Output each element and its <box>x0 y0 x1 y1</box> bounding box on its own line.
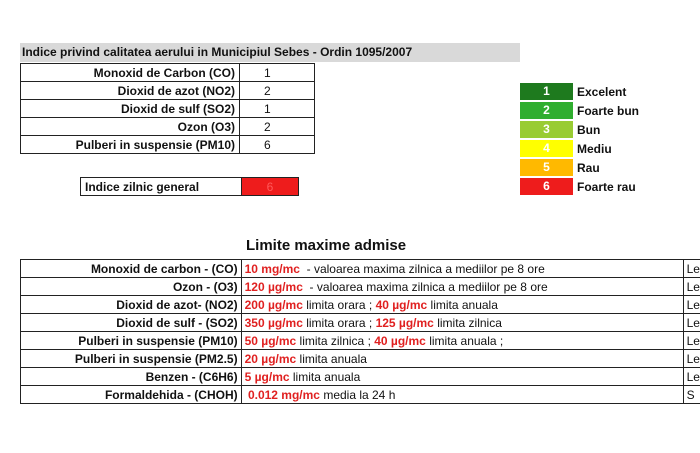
legend-item <box>520 120 639 139</box>
limit-cutoff-text: Le <box>683 314 700 332</box>
limit-row <box>21 296 700 314</box>
limit-note: limita anuala <box>296 351 367 366</box>
legend-label: Foarte rau <box>577 179 636 194</box>
limit-note: limita anuala ; <box>425 333 504 348</box>
index-value: 1 <box>240 100 315 118</box>
limit-pollutant: Dioxid de azot- (NO2) <box>21 296 242 314</box>
limit-note: media la 24 h <box>319 387 396 402</box>
document-title: Indice privind calitatea aerului in Municipiul Sebes - Ordin 1095/2007 <box>20 43 520 62</box>
limit-cutoff-text: S <box>683 386 700 404</box>
limit-cutoff-text: Le <box>683 368 700 386</box>
limits-title: Limite maxime admise <box>246 237 407 254</box>
index-value: 2 <box>240 118 315 136</box>
legend-item <box>520 139 639 158</box>
index-value: 6 <box>240 136 315 154</box>
legend-swatch: 6 <box>520 178 573 195</box>
index-label: Dioxid de azot (NO2) <box>21 82 240 100</box>
limit-description <box>241 368 683 386</box>
limit-note: limita zilnica ; <box>296 333 375 348</box>
limit-value: 5 µg/mc <box>244 369 290 384</box>
pollutant-index-table <box>20 63 315 154</box>
limit-cutoff-text: Le <box>683 332 700 350</box>
limit-note: limita zilnica <box>433 315 502 330</box>
limit-value: 40 µg/mc <box>374 333 426 348</box>
limit-pollutant: Formaldehida - (CHOH) <box>21 386 242 404</box>
index-value: 2 <box>240 82 315 100</box>
index-row <box>21 100 315 118</box>
limit-note: - valoarea maxima zilnica a mediilor pe 8 ore <box>299 261 545 276</box>
index-label: Ozon (O3) <box>21 118 240 136</box>
limit-description <box>241 350 683 368</box>
index-value: 1 <box>240 64 315 82</box>
legend-label: Excelent <box>577 84 627 99</box>
legend-item <box>520 177 639 196</box>
limit-note: limita orara ; <box>302 297 376 312</box>
limit-cutoff-text: Le <box>683 278 700 296</box>
limit-value: 0.012 mg/mc <box>244 387 320 402</box>
legend-label: Bun <box>577 122 601 137</box>
general-index-label: Indice zilnic general <box>81 178 242 196</box>
index-label: Pulberi in suspensie (PM10) <box>21 136 240 154</box>
limit-pollutant: Ozon - (O3) <box>21 278 242 296</box>
limit-value: 125 µg/mc <box>375 315 434 330</box>
limit-description <box>241 296 683 314</box>
limit-value: 200 µg/mc <box>244 297 303 312</box>
index-row <box>21 64 315 82</box>
limit-value: 40 µg/mc <box>375 297 428 312</box>
limit-description <box>241 278 683 296</box>
limit-value: 50 µg/mc <box>244 333 297 348</box>
legend-label: Foarte bun <box>577 103 639 118</box>
general-index-row <box>81 178 299 196</box>
limit-cutoff-text: Le <box>683 350 700 368</box>
general-index-value: 6 <box>242 178 299 196</box>
index-row <box>21 118 315 136</box>
legend-item <box>520 101 639 120</box>
limits-table <box>20 259 700 404</box>
limit-cutoff-text: Le <box>683 296 700 314</box>
index-row <box>21 136 315 154</box>
limit-value: 120 µg/mc <box>244 279 303 294</box>
limit-description <box>241 314 683 332</box>
limit-row <box>21 260 700 278</box>
legend-label: Mediu <box>577 141 612 156</box>
limit-description <box>241 260 683 278</box>
limit-row <box>21 314 700 332</box>
quality-legend <box>520 82 639 196</box>
limit-row <box>21 332 700 350</box>
limit-value: 20 µg/mc <box>244 351 297 366</box>
general-index-table <box>80 177 299 196</box>
limit-pollutant: Monoxid de carbon - (CO) <box>21 260 242 278</box>
limit-description <box>241 332 683 350</box>
limit-value: 10 mg/mc <box>244 261 300 276</box>
limit-note: - valoarea maxima zilnica a mediilor pe 8 ore <box>302 279 548 294</box>
limit-row <box>21 386 700 404</box>
legend-swatch: 4 <box>520 140 573 157</box>
limit-pollutant: Benzen - (C6H6) <box>21 368 242 386</box>
legend-swatch: 1 <box>520 83 573 100</box>
legend-swatch: 2 <box>520 102 573 119</box>
limit-cutoff-text: Le <box>683 260 700 278</box>
limit-row <box>21 278 700 296</box>
legend-swatch: 3 <box>520 121 573 138</box>
limit-pollutant: Pulberi in suspensie (PM10) <box>21 332 242 350</box>
index-label: Monoxid de Carbon (CO) <box>21 64 240 82</box>
limit-note: limita anuala <box>289 369 361 384</box>
limit-pollutant: Dioxid de sulf - (SO2) <box>21 314 242 332</box>
legend-item <box>520 82 639 101</box>
index-row <box>21 82 315 100</box>
limit-value: 350 µg/mc <box>244 315 303 330</box>
legend-swatch: 5 <box>520 159 573 176</box>
limit-description <box>241 386 683 404</box>
index-label: Dioxid de sulf (SO2) <box>21 100 240 118</box>
limit-row <box>21 350 700 368</box>
legend-item <box>520 158 639 177</box>
limit-row <box>21 368 700 386</box>
legend-label: Rau <box>577 160 600 175</box>
limit-pollutant: Pulberi in suspensie (PM2.5) <box>21 350 242 368</box>
limit-note: limita orara ; <box>302 315 376 330</box>
limit-note: limita anuala <box>427 297 498 312</box>
